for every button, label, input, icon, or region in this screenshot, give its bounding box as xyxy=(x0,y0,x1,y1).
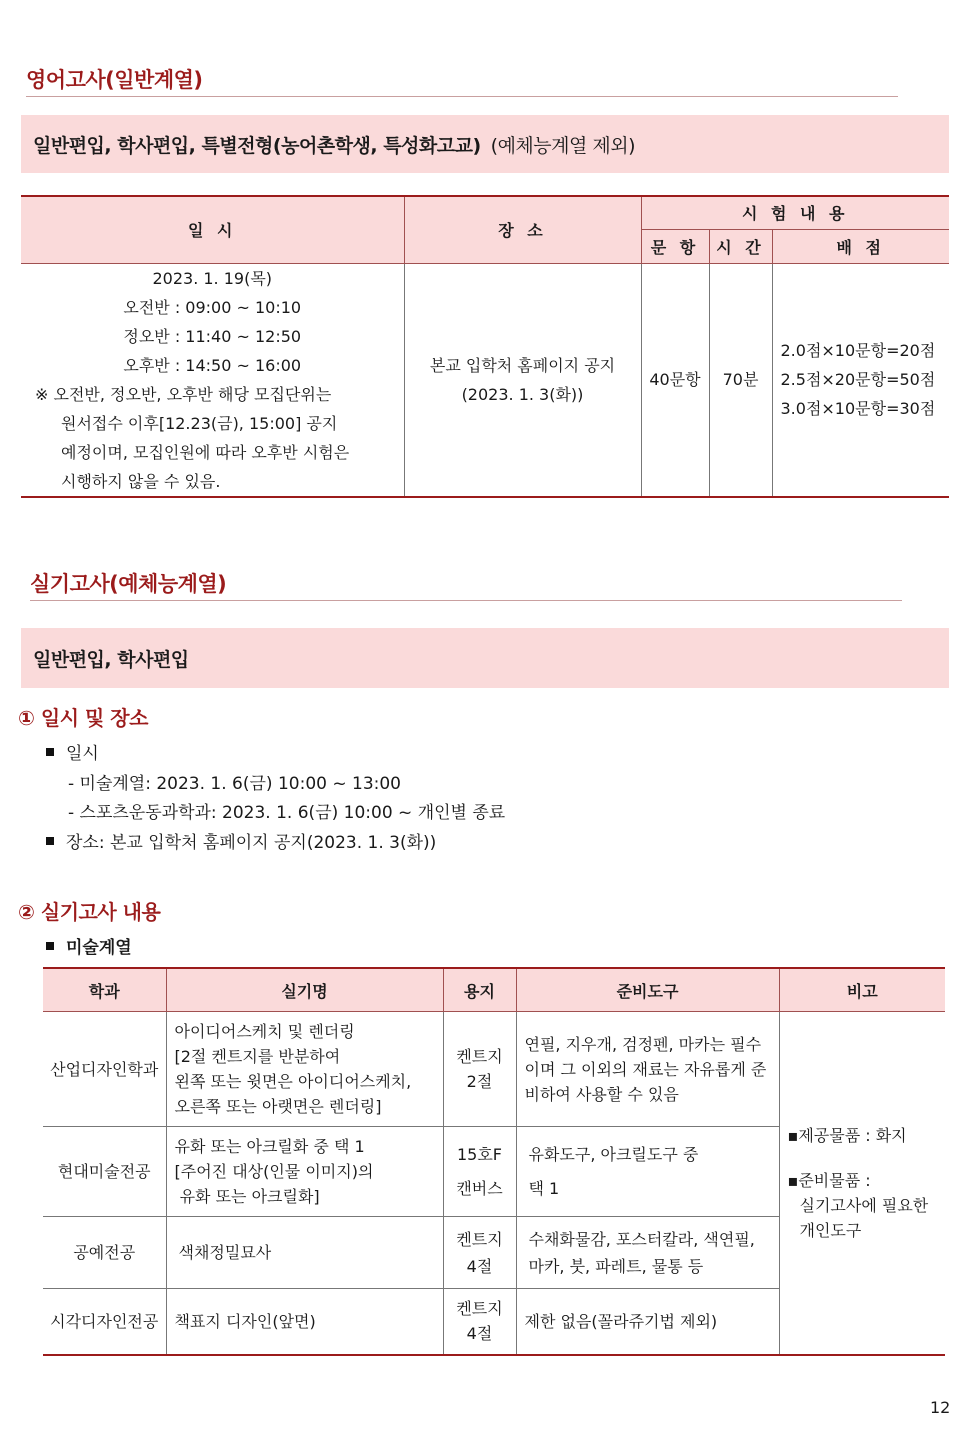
exam-date: 2023. 1. 19(목) xyxy=(152,268,273,288)
square-bullet-icon xyxy=(46,748,54,756)
bullet-text: 장소: 본교 입학처 홈페이지 공지(2023. 1. 3(화)) xyxy=(66,833,437,853)
score-line: 3.0점×10문항=30점 xyxy=(780,399,936,418)
english-exam-table xyxy=(21,195,949,498)
header-paper: 용지 xyxy=(443,968,516,1012)
note-line: ※ 오전반, 정오반, 오후반 해당 모집단위는 xyxy=(35,384,332,404)
tools-line: 수채화물감, 포스터칼라, 색연필, xyxy=(528,1229,755,1249)
session-afternoon: 오후반 : 14:50 ~ 16:00 xyxy=(123,355,302,375)
exam-name-cell: 색채정밀묘사 xyxy=(166,1217,443,1289)
paper-line: 2절 xyxy=(466,1072,493,1091)
dept-cell: 산업디자인학과 xyxy=(43,1012,166,1127)
tools-cell xyxy=(516,1012,779,1127)
header-exam-name: 실기명 xyxy=(166,968,443,1012)
header-time: 시 간 xyxy=(709,229,772,263)
tools-cell xyxy=(516,1127,779,1217)
exam-name-line: [주어진 대상(인물 이미지)의 xyxy=(174,1162,374,1181)
remarks-cell xyxy=(779,1012,945,1355)
header-tools: 준비도구 xyxy=(516,968,779,1012)
dept-cell: 현대미술전공 xyxy=(43,1127,166,1217)
bullet-text: 일시 xyxy=(66,744,99,764)
header-place: 장 소 xyxy=(404,196,641,263)
bullet-place xyxy=(46,828,436,853)
exam-name-line: 오른쪽 또는 아랫면은 렌더링] xyxy=(174,1097,382,1116)
tools-line: 이며 그 이외의 재료는 자유롭게 준 xyxy=(524,1059,767,1079)
score-cell xyxy=(772,263,949,497)
note-line: 시행하지 않을 수 있음. xyxy=(61,471,221,491)
dept-cell: 공예전공 xyxy=(43,1217,166,1289)
exam-name-cell: 책표지 디자인(앞면) xyxy=(166,1289,443,1355)
page-number: 12 xyxy=(930,1398,951,1417)
tools-line: 비하여 사용할 수 있음 xyxy=(524,1084,679,1104)
paper-line: 켄트지 xyxy=(456,1299,503,1319)
exam-name-cell xyxy=(166,1127,443,1217)
bullet-text: 미술계열 xyxy=(66,938,132,958)
place-line2: (2023. 1. 3(화)) xyxy=(461,384,584,404)
paper-line: 4절 xyxy=(466,1324,493,1344)
header-questions: 문 항 xyxy=(641,229,709,263)
header-dept: 학과 xyxy=(43,968,166,1012)
header-exam-content: 시 험 내 용 xyxy=(641,196,949,229)
bullet-datetime xyxy=(46,739,99,764)
score-line: 2.5점×20문항=50점 xyxy=(780,370,936,389)
remarks-prepare: ▪준비물품 : xyxy=(787,1170,871,1190)
session-noon: 정오반 : 11:40 ~ 12:50 xyxy=(123,326,302,346)
square-bullet-icon xyxy=(46,942,54,950)
exam-name-line: 왼쪽 또는 윗면은 아이디어스케치, xyxy=(174,1072,412,1091)
tools-line: 연필, 지우개, 검정펜, 마카는 필수 xyxy=(524,1034,762,1054)
schedule-note xyxy=(21,380,404,496)
section-band-practical xyxy=(21,628,949,688)
note-line: 원서접수 이후[12.23(금), 15:00] 공지 xyxy=(61,413,338,433)
band-bold-text: 일반편입, 학사편입, 특별전형(농어촌학생, 특성화고교) xyxy=(33,134,481,157)
subsection-title-schedule: ① 일시 및 장소 xyxy=(18,706,148,730)
dash-art: - 미술계열: 2023. 1. 6(금) 10:00 ~ 13:00 xyxy=(68,774,401,794)
dash-sports: - 스포츠운동과학과: 2023. 1. 6(금) 10:00 ~ 개인별 종료 xyxy=(68,803,506,823)
header-datetime: 일 시 xyxy=(21,196,404,263)
place-line1: 본교 입학처 홈페이지 공지 xyxy=(429,355,616,375)
square-bullet-icon xyxy=(46,837,54,845)
remarks-provided: ▪제공물품 : 화지 xyxy=(787,1125,907,1145)
paper-line: 15호F xyxy=(456,1144,503,1164)
paper-cell xyxy=(443,1289,516,1355)
dept-cell: 시각디자인전공 xyxy=(43,1289,166,1355)
bullet-art xyxy=(46,933,132,958)
section-band-english xyxy=(21,115,949,173)
questions-cell: 40문항 xyxy=(641,263,709,497)
practical-exam-table xyxy=(43,967,945,1356)
tools-line: 마카, 붓, 파레트, 물통 등 xyxy=(528,1256,704,1276)
section-title-practical: 실기고사(예체능계열) xyxy=(30,568,902,601)
band-bold-text: 일반편입, 학사편입 xyxy=(33,648,189,671)
paper-cell xyxy=(443,1127,516,1217)
tools-cell: 제한 없음(꼴라쥬기법 제외) xyxy=(516,1289,779,1355)
exam-name-line: 아이디어스케치 및 렌더링 xyxy=(174,1022,355,1041)
paper-line: 켄트지 xyxy=(456,1229,503,1249)
exam-name-line: 유화 또는 아크릴화] xyxy=(174,1187,320,1206)
paper-line: 4절 xyxy=(466,1256,493,1276)
subsection-title-content: ② 실기고사 내용 xyxy=(18,900,161,924)
session-morning: 오전반 : 09:00 ~ 10:10 xyxy=(123,297,302,317)
paper-line: 켄트지 xyxy=(456,1047,503,1066)
exam-name-line: 유화 또는 아크릴화 중 택 1 xyxy=(174,1137,365,1156)
place-cell xyxy=(404,263,641,497)
section-title-english: 영어고사(일반계열) xyxy=(26,64,898,97)
header-remarks: 비고 xyxy=(779,968,945,1012)
exam-name-cell xyxy=(166,1012,443,1127)
remarks-prepare-detail: 개인도구 xyxy=(799,1220,862,1240)
remarks-prepare-detail: 실기고사에 필요한 xyxy=(799,1195,929,1215)
time-cell: 70분 xyxy=(709,263,772,497)
paper-line: 캔버스 xyxy=(456,1178,503,1198)
exam-name-line: [2절 켄트지를 반분하여 xyxy=(174,1047,341,1066)
table-row xyxy=(43,1012,945,1127)
tools-line: 유화도구, 아크릴도구 중 xyxy=(528,1144,699,1164)
score-line: 2.0점×10문항=20점 xyxy=(780,341,936,360)
header-score: 배 점 xyxy=(772,229,949,263)
band-normal-text: (예체능계열 제외) xyxy=(490,134,635,157)
note-line: 예정이며, 모집인원에 따라 오후반 시험은 xyxy=(61,442,350,462)
paper-cell xyxy=(443,1217,516,1289)
paper-cell xyxy=(443,1012,516,1127)
tools-line: 택 1 xyxy=(528,1178,560,1198)
tools-cell xyxy=(516,1217,779,1289)
schedule-cell xyxy=(21,263,404,497)
